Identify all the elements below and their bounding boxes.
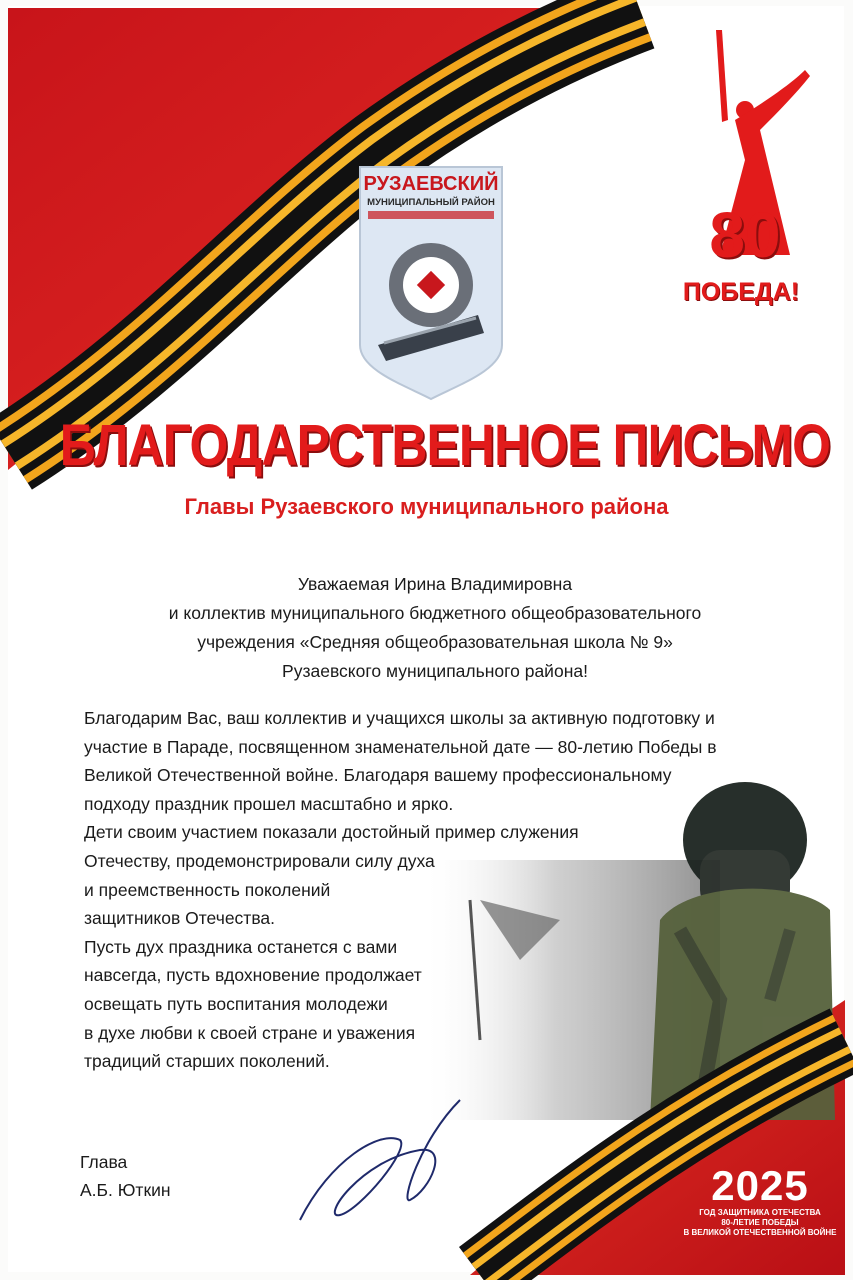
body-line: и преемственность поколений xyxy=(84,879,331,900)
signer-role: Глава xyxy=(80,1152,128,1172)
signature-block xyxy=(80,1148,171,1204)
body-line: участие в Параде, посвященном знаменательной дате — 80-летию Победы в xyxy=(84,736,717,757)
victory-80-number: 80 xyxy=(709,199,781,271)
body-line: подходу праздник прошел масштабно и ярко. xyxy=(84,793,454,814)
body-line: навсегда, пусть вдохновение продолжает xyxy=(84,965,422,986)
body-line: защитников Отечества. xyxy=(84,908,276,929)
body-line: традиций старших поколений. xyxy=(84,1051,330,1072)
letter-body xyxy=(84,704,804,1076)
address-line: и коллектив муниципального бюджетного общеобразовательного xyxy=(168,603,702,623)
coat-of-arms-name: РУЗАЕВСКИЙ xyxy=(363,173,499,195)
year-badge-caption xyxy=(680,1208,840,1238)
year-caption-line: В ВЕЛИКОЙ ОТЕЧЕСТВЕННОЙ ВОЙНЕ xyxy=(683,1228,837,1237)
page-title: БЛАГОДАРСТВЕННОЕ ПИСЬМО xyxy=(59,413,831,478)
signer-name: А.Б. Юткин xyxy=(80,1180,171,1200)
body-line: Пусть дух праздника останется с вами xyxy=(84,936,398,957)
body-line: Дети своим участием показали достойный пример служения xyxy=(84,822,579,843)
year-caption-line: 80-ЛЕТИЕ ПОБЕДЫ xyxy=(721,1218,799,1227)
page-subtitle: Главы Рузаевского муниципального района xyxy=(184,494,669,519)
year-caption-line: ГОД ЗАЩИТНИКА ОТЕЧЕСТВА xyxy=(699,1208,821,1217)
year-badge: 2025 xyxy=(711,1162,809,1209)
body-line: освещать путь воспитания молодежи xyxy=(84,993,388,1014)
address-line: Уважаемая Ирина Владимировна xyxy=(297,574,573,594)
coat-of-arms-subtitle: МУНИЦИПАЛЬНЫЙ РАЙОН xyxy=(367,197,495,208)
body-line: в духе любви к своей стране и уважения xyxy=(84,1022,416,1043)
body-line: Великой Отечественной войне. Благодаря вашему профессиональному xyxy=(84,765,672,786)
body-line: Отечеству, продемонстрировали силу духа xyxy=(84,850,435,871)
victory-word: ПОБЕДА! xyxy=(682,278,800,306)
address-line: Рузаевского муниципального района! xyxy=(282,661,588,681)
municipal-coat-of-arms xyxy=(358,165,504,401)
address-line: учреждения «Средняя общеобразовательная школа № 9» xyxy=(197,632,673,652)
body-line: Благодарим Вас, ваш коллектив и учащихся школы за активную подготовку и xyxy=(84,708,715,728)
address-block xyxy=(90,570,780,686)
